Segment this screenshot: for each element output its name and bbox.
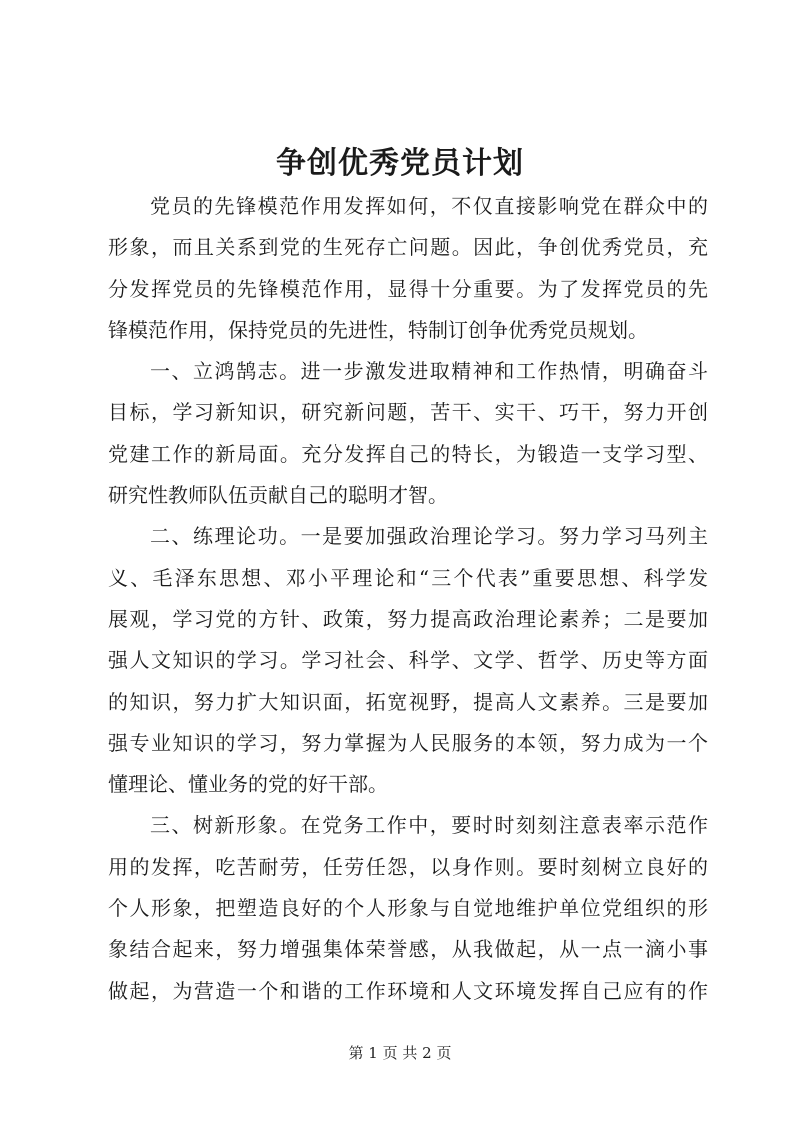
document-body [108,186,708,1012]
paragraph-line: 象结合起来，努力增强集体荣誉感，从我做起，从一点一滴小事 [108,937,708,962]
document-title: 争创优秀党员计划 [276,146,524,181]
paragraph-line: 分发挥党员的先锋模范作用，显得十分重要。为了发挥党员的先 [108,276,708,301]
paragraph-line: 的知识，努力扩大知识面，拓宽视野，提高人文素养。三是要加 [108,689,708,714]
page-number-footer: 第 1 页 共 2 页 [348,1044,452,1062]
paragraph-intro [108,186,708,351]
paragraph-line: 研究性教师队伍贡献自己的聪明才智。 [108,483,448,508]
paragraph-line: 党建工作的新局面。充分发挥自己的特长，为锻造一支学习型、 [108,441,708,466]
paragraph-section-one [108,351,708,516]
paragraph-line: 锋模范作用，保持党员的先进性，特制订创争优秀党员规划。 [108,317,648,342]
paragraph-line: 党员的先锋模范作用发挥如何，不仅直接影响党在群众中的 [150,194,708,218]
paragraph-line: 三、树新形象。在党务工作中，要时时刻刻注意表率示范作 [150,813,708,838]
paragraph-line: 目标，学习新知识，研究新问题，苦干、实干、巧干，努力开创 [108,400,708,425]
paragraph-section-two [108,516,708,805]
paragraph-line: 强人文知识的学习。学习社会、科学、文学、哲学、历史等方面 [108,648,708,673]
paragraph-section-three [108,805,708,1011]
paragraph-line: 义、毛泽东思想、邓小平理论和“三个代表”重要思想、科学发 [108,565,708,590]
paragraph-line: 一、立鸿鹄志。进一步激发进取精神和工作热情，明确奋斗 [150,359,708,384]
paragraph-line: 强专业知识的学习，努力掌握为人民服务的本领，努力成为一个 [108,730,708,755]
paragraph-line: 个人形象，把塑造良好的个人形象与自觉地维护单位党组织的形 [108,896,708,921]
paragraph-line: 二、练理论功。一是要加强政治理论学习。努力学习马列主 [150,524,708,549]
paragraph-line: 用的发挥，吃苦耐劳，任劳任怨，以身作则。要时刻树立良好的 [108,854,708,879]
paragraph-line: 形象，而且关系到党的生死存亡问题。因此，争创优秀党员，充 [108,235,708,260]
paragraph-line: 懂理论、懂业务的党的好干部。 [108,772,388,797]
paragraph-line: 做起，为营造一个和谐的工作环境和人文环境发挥自己应有的作 [108,978,708,1003]
paragraph-line: 展观，学习党的方针、政策，努力提高政治理论素养；二是要加 [108,606,708,631]
